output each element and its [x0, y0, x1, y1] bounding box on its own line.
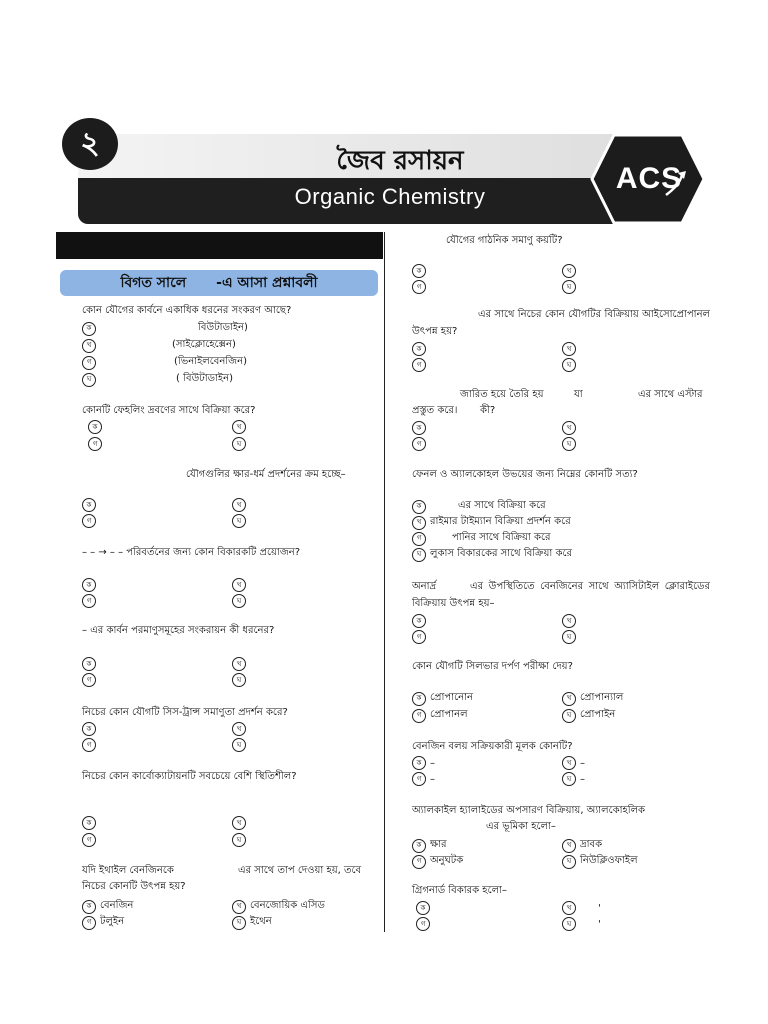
option-ga: গ পানির সাথে বিক্রিয়া করে: [412, 530, 551, 547]
question-text: কোন যৌগের কার্বনে একাধিক ধরনের সংকরণ আছে?: [82, 305, 292, 316]
question-text-a: যদি ইথাইল বেনজিনকে: [82, 865, 174, 876]
option-ga: গ: [82, 833, 100, 847]
question-text: – এর কার্বন পরমাণুসমূহের সংকরায়ন কী ধরনের?: [82, 625, 275, 636]
option-kha: খ: [232, 420, 250, 434]
question-text-b: এর উপস্থিতিতে বেনজিনের সাথে অ্যাসিটাইল ক্লোরাইডের বিক্রিয়ায় উৎপন্ন হয়–: [412, 581, 710, 609]
option-ka: ক: [88, 420, 106, 434]
option-kha: খ বেনজোয়িক এসিড: [232, 898, 325, 915]
option-ga: গ: [416, 917, 434, 931]
option-ga: গ প্রোপানল: [412, 707, 468, 724]
option-kha: খ: [232, 816, 250, 830]
option-ga: গ –: [412, 772, 435, 786]
section-title: [60, 270, 378, 296]
option-ka: ক এর সাথে বিক্রিয়া করে: [412, 498, 546, 515]
option-kha: খ: [562, 342, 580, 356]
option-kha: খ –: [562, 756, 585, 770]
option-ga: গ অনুঘটক: [412, 853, 463, 870]
option-kha: খ: [562, 614, 580, 628]
option-gha: ঘ: [232, 673, 250, 687]
option-ga: গ: [82, 673, 100, 687]
option-ka: ক: [82, 816, 100, 830]
option-kha: খ: [562, 264, 580, 278]
option-gha: ঘ: [562, 358, 580, 372]
chapter-number-badge: ২: [62, 118, 118, 170]
option-gha: ঘ: [232, 514, 250, 528]
option-ka: ক: [82, 578, 100, 592]
option-ka: ক ক্ষার: [412, 837, 447, 854]
left-column-header-bar: [56, 232, 383, 259]
question-text: নিচের কোন যৌগটি সিস-ট্রান্স সমাণুতা প্রদর্শন করে?: [82, 707, 288, 718]
question-text-a: অনার্দ্র: [412, 581, 437, 592]
option-kha: খ: [562, 421, 580, 435]
option-ga: গ: [412, 358, 430, 372]
column-divider: [384, 232, 385, 932]
option-gha: ঘ: [232, 594, 250, 608]
option-kha: খ: [232, 657, 250, 671]
question-text-b: যা: [574, 389, 583, 400]
option-kha: খ প্রোপান্যাল: [562, 690, 623, 707]
option-ka: ক: [412, 342, 430, 356]
option-kha: খ রাইমার টাইম্যান বিক্রিয়া প্রদর্শন করে: [412, 514, 571, 531]
question-text-b: এর ভূমিকা হলো–: [486, 821, 556, 832]
option-gha: ঘ ': [562, 917, 601, 931]
question-text: কোন যৌগটি সিলভার দর্পণ পরীক্ষা দেয়?: [412, 661, 573, 672]
option-ka: ক প্রোপানোন: [412, 690, 473, 707]
option-ga: গ: [82, 738, 100, 752]
option-kha: খ: [232, 498, 250, 512]
option-ka: ক বিউটাডাইন): [82, 320, 248, 337]
option-ga: গ: [412, 437, 430, 451]
chapter-title-english: Organic Chemistry: [294, 184, 486, 209]
option-ka: ক: [82, 722, 100, 736]
option-ga: গ: [82, 594, 100, 608]
option-ga: গ: [412, 630, 430, 644]
option-ka: ক: [82, 498, 100, 512]
option-gha: ঘ ( বিউটাডাইন): [82, 371, 233, 388]
question-text: এর সাথে নিচের কোন যৌগটির বিক্রিয়ায় আইসোপ্রোপানল উৎপন্ন হয়?: [412, 309, 710, 337]
option-kha: খ ': [562, 901, 601, 915]
option-gha: ঘ লুকাস বিকারকের সাথে বিক্রিয়া করে: [412, 546, 572, 563]
option-ka: ক: [416, 901, 434, 915]
section-title-part1: বিগত সালে: [120, 275, 187, 291]
question-text: গ্রিগনার্ড বিকারক হলো–: [412, 885, 507, 896]
option-kha: খ (সাইক্লোহেক্সেন): [82, 337, 236, 354]
option-ga: গ: [412, 280, 430, 294]
option-gha: ঘ প্রোপাইন: [562, 707, 615, 724]
option-gha: ঘ ইথেন: [232, 914, 272, 931]
question-text-c: এর সাথে এস্টার: [638, 389, 703, 400]
option-gha: ঘ: [562, 280, 580, 294]
option-gha: ঘ: [232, 833, 250, 847]
option-gha: ঘ নিউক্লিওফাইল: [562, 853, 638, 870]
question-text: যৌগগুলির ক্ষার-ধর্ম প্রদর্শনের ক্রম হচ্ছে–: [186, 469, 346, 480]
logo-text: ACS: [615, 162, 683, 195]
question-text: কোনটি ফেহলিং দ্রবণের সাথে বিক্রিয়া করে?: [82, 405, 256, 416]
option-gha: ঘ: [232, 738, 250, 752]
question-text-a: জারিত হয়ে তৈরি হয়: [460, 389, 544, 400]
option-gha: ঘ –: [562, 772, 585, 786]
question-text-d: প্রস্তুত করে।: [412, 405, 458, 416]
question-text: বেনজিন বলয় সক্রিয়কারী মূলক কোনটি?: [412, 741, 573, 752]
question-text: যৌগের গাঠনিক সমাণু কয়টি?: [446, 235, 563, 246]
section-title-part2: -এ আসা প্রশ্নাবলী: [216, 275, 318, 291]
option-ka: ক –: [412, 756, 435, 770]
option-gha: ঘ: [562, 437, 580, 451]
option-ga: গ টলুইন: [82, 914, 124, 931]
option-ga: গ: [82, 514, 100, 528]
question-text: – – → – – পরিবর্তনের জন্য কোন বিকারকটি প্রয়োজন?: [82, 547, 301, 558]
option-ka: ক: [412, 421, 430, 435]
option-ka: ক: [82, 657, 100, 671]
option-gha: ঘ: [562, 630, 580, 644]
question-text-e: কী?: [480, 405, 496, 416]
question-text-c: নিচের কোনটি উৎপন্ন হয়?: [82, 881, 186, 892]
option-kha: খ: [232, 578, 250, 592]
question-text-a: অ্যালকাইল হ্যালাইডের অপসারণ বিক্রিয়ায়, অ্যালকোহলিক: [412, 805, 646, 816]
option-ka: ক: [412, 614, 430, 628]
chapter-title-bangla: জৈব রসায়ন: [336, 146, 464, 176]
question-text-b: এর সাথে তাপ দেওয়া হয়, তবে: [238, 865, 362, 876]
question-text: ফেনল ও অ্যালকোহল উভয়ের জন্য নিম্নের কোনটি সত্য?: [412, 469, 638, 480]
option-ga: গ (ভিনাইলবেনজিন): [82, 354, 247, 371]
option-gha: ঘ: [232, 437, 250, 451]
option-ka: ক: [412, 264, 430, 278]
option-kha: খ দ্রাবক: [562, 837, 602, 854]
question-text: নিচের কোন কার্বোক্যাটায়নটি সবচেয়ে বেশি স্থিতিশীল?: [82, 771, 297, 782]
option-kha: খ: [232, 722, 250, 736]
option-ka: ক বেনজিন: [82, 898, 133, 915]
option-ga: গ: [88, 437, 106, 451]
